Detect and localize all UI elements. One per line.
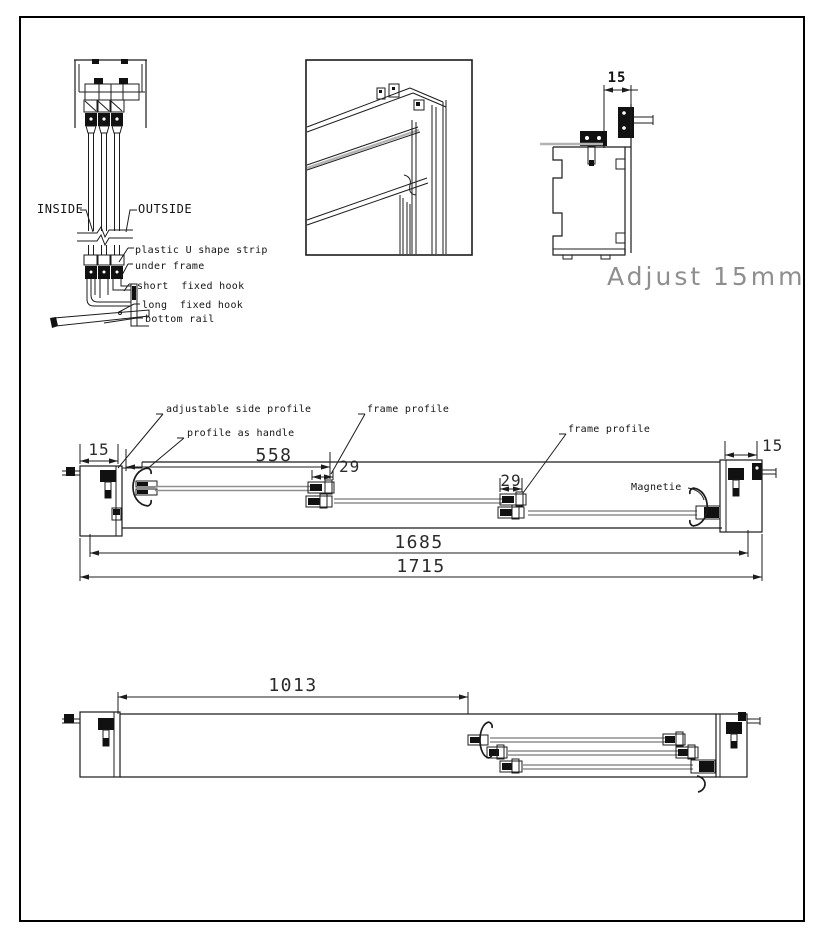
callout-profile-as-handle: profile as handle <box>187 428 295 439</box>
callout-adjustable-side-profile: adjustable side profile <box>166 404 312 415</box>
callout-plastic-u-strip: plastic U shape strip <box>135 245 268 256</box>
callout-frame-profile-right: frame profile <box>568 424 651 435</box>
glass-panel-2 <box>334 499 502 503</box>
door-body-open <box>120 714 716 777</box>
left-side-profile <box>62 466 122 536</box>
open-panels <box>468 722 715 792</box>
dim-inner-width: 1685 <box>394 532 444 553</box>
door-body <box>122 462 722 528</box>
callout-bottom-rail: bottom rail <box>145 314 215 325</box>
adjust-note-value: 15mm <box>713 262 806 291</box>
outside-leader <box>126 210 137 232</box>
dim-overall-width: 1715 <box>396 556 446 577</box>
vertical-section-callouts <box>104 245 268 325</box>
plan-view-closed <box>62 404 783 581</box>
hanger-rollers <box>84 100 124 133</box>
under-frame-clamps <box>84 255 124 298</box>
dim-opening: 1013 <box>268 675 318 696</box>
plan-closed-callouts <box>118 404 704 500</box>
dim-frame-left: 29 <box>339 457 361 476</box>
adjust-note-word: Adjust <box>607 262 704 291</box>
adjust-section-view <box>540 70 806 291</box>
dim-frame-right: 29 <box>500 471 522 490</box>
inside-label: INSIDE <box>37 202 84 216</box>
callout-magnetic: Magnetie <box>631 482 682 493</box>
frame-profile-2 <box>498 492 526 519</box>
plan-closed-dimensions <box>80 436 783 581</box>
break-line <box>77 227 133 237</box>
plan-view-open <box>62 675 760 792</box>
corner-detail-view <box>306 60 472 255</box>
glass-panel-3 <box>528 511 697 515</box>
right-side-profile <box>720 460 776 532</box>
vertical-section-view <box>37 59 268 328</box>
adjust-dim-15: 15 <box>607 70 627 86</box>
panel1-clamp <box>136 481 157 495</box>
right-side-profile-open <box>716 712 760 777</box>
dim-door-panel: 558 <box>255 445 293 466</box>
dim-side-left: 15 <box>88 440 110 459</box>
callout-under-frame: under frame <box>135 261 205 272</box>
plan-open-dimensions <box>118 675 468 714</box>
callout-long-hook: long fixed hook <box>142 300 244 311</box>
glass-panel-1 <box>155 487 310 491</box>
outside-label: OUTSIDE <box>138 202 193 216</box>
dim-side-right: 15 <box>762 436 784 455</box>
left-side-profile-open <box>62 712 120 777</box>
frame-profile-1 <box>306 480 334 508</box>
callout-frame-profile-left: frame profile <box>367 404 450 415</box>
panel-lines <box>89 133 120 255</box>
callout-short-hook: short fixed hook <box>137 281 245 292</box>
